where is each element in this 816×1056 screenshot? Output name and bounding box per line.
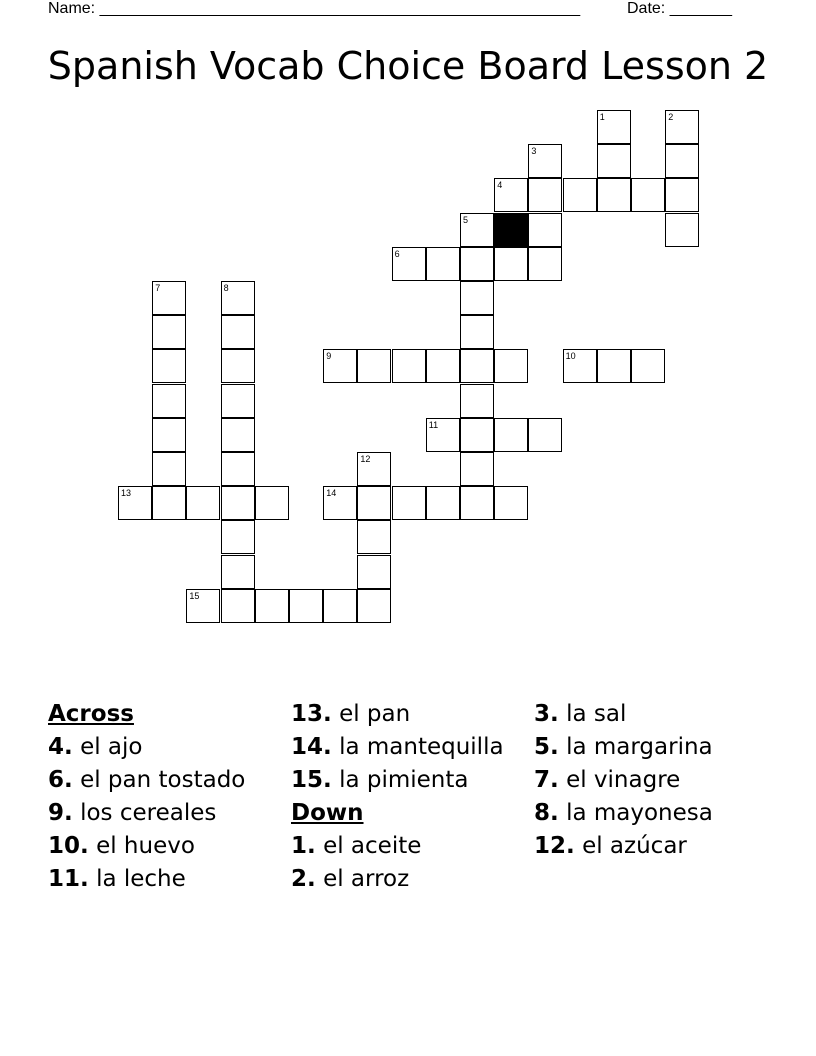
crossword-cell[interactable] [118,486,152,520]
clue-text: la margarina [566,734,713,760]
clue-column-1 [48,701,283,899]
name-field-line: Name: ______________________________________________________ [48,0,581,17]
crossword-cell[interactable] [255,486,289,520]
clue-text: la leche [96,866,186,892]
clue-number: 9 . [48,800,73,826]
clue-text: los cereales [80,800,217,826]
cell-clue-number: 10 [565,351,576,362]
crossword-cell[interactable] [597,178,631,212]
crossword-cell[interactable] [460,281,494,315]
crossword-cell[interactable] [289,589,323,623]
crossword-cell[interactable] [357,349,391,383]
crossword-cell[interactable] [528,418,562,452]
crossword-cell[interactable] [528,178,562,212]
crossword-cell[interactable] [152,281,186,315]
crossword-cell[interactable] [460,452,494,486]
cell-clue-number: 6 [394,248,400,259]
clue-number: 8 . [534,800,559,826]
crossword-cell[interactable] [357,486,391,520]
crossword-cell[interactable] [460,418,494,452]
down-heading: Down [291,800,364,826]
clue-down-2 [291,866,526,893]
clue-across-10 [48,833,283,860]
crossword-cell[interactable] [221,384,255,418]
crossword-cell[interactable] [152,486,186,520]
crossword-cell[interactable] [186,486,220,520]
clue-number: 12 . [534,833,575,859]
clue-number: 6 . [48,767,73,793]
clue-number: 14 . [291,734,332,760]
clue-text: la mayonesa [566,800,713,826]
cell-clue-number: 12 [360,454,371,464]
clue-down-1 [291,833,526,860]
crossword-cell[interactable] [357,520,391,554]
crossword-cell[interactable] [323,349,357,383]
crossword-cell[interactable] [631,349,665,383]
clue-across-15 [291,767,526,794]
crossword-cell[interactable] [597,110,631,144]
across-heading: Across [48,701,134,727]
crossword-cell[interactable] [665,213,699,247]
clue-text: el aceite [323,833,422,859]
crossword-cell[interactable] [494,486,528,520]
crossword-cell[interactable] [528,144,562,178]
crossword-cell[interactable] [597,144,631,178]
crossword-cell[interactable] [152,315,186,349]
crossword-cell[interactable] [460,247,494,281]
clue-number: 10 . [48,833,89,859]
crossword-cell[interactable] [494,178,528,212]
clue-down-3 [534,701,774,728]
crossword-cell[interactable] [460,349,494,383]
clue-number: 11 . [48,866,89,892]
crossword-cell[interactable] [597,349,631,383]
crossword-shaded-cell [494,213,528,247]
crossword-cell[interactable] [221,555,255,589]
crossword-cell[interactable] [631,178,665,212]
cell-clue-number: 4 [497,180,503,191]
crossword-cell[interactable] [460,315,494,349]
crossword-cell[interactable] [494,349,528,383]
crossword-cell[interactable] [357,589,391,623]
clue-down-7 [534,767,774,794]
cell-clue-number: 14 [326,488,337,499]
crossword-cell[interactable] [221,315,255,349]
cell-clue-number: 13 [121,488,132,499]
crossword-cell[interactable] [563,178,597,212]
clue-number: 4 . [48,734,73,760]
crossword-cell[interactable] [152,349,186,383]
clue-across-14 [291,734,526,761]
crossword-cell[interactable] [392,486,426,520]
crossword-cell[interactable] [392,247,426,281]
crossword-cell[interactable] [665,178,699,212]
clue-across-11 [48,866,283,893]
crossword-cell[interactable] [426,349,460,383]
crossword-cell[interactable] [357,555,391,589]
clue-text: la sal [566,701,627,727]
crossword-cell[interactable] [221,520,255,554]
clue-number: 3 . [534,701,559,727]
crossword-cell[interactable] [221,418,255,452]
crossword-cell[interactable] [494,418,528,452]
cell-clue-number: 3 [531,146,537,157]
clue-text: el arroz [323,866,410,892]
crossword-cell[interactable] [221,281,255,315]
clue-number: 13 . [291,701,332,727]
crossword-cell[interactable] [152,418,186,452]
crossword-cell[interactable] [255,589,289,623]
clue-text: el pan [339,701,411,727]
clue-text: el azúcar [582,833,687,859]
cell-clue-number: 7 [155,283,161,293]
cell-clue-number: 11 [428,419,439,430]
cell-clue-number: 9 [326,351,332,362]
crossword-cell[interactable] [665,144,699,178]
crossword-cell[interactable] [221,349,255,383]
crossword-cell[interactable] [528,213,562,247]
crossword-cell[interactable] [152,384,186,418]
crossword-cell[interactable] [460,384,494,418]
clue-across-9 [48,800,283,827]
crossword-cell[interactable] [186,589,220,623]
clue-text: el huevo [96,833,195,859]
crossword-cell[interactable] [426,418,460,452]
clue-down-5 [534,734,774,761]
crossword-cell[interactable] [221,452,255,486]
crossword-cell[interactable] [323,589,357,623]
clue-column-2 [291,701,526,899]
clue-text: el ajo [80,734,143,760]
crossword-cell[interactable] [494,247,528,281]
crossword-cell[interactable] [665,110,699,144]
clue-number: 5 . [534,734,559,760]
crossword-cell[interactable] [323,486,357,520]
crossword-cell[interactable] [460,213,494,247]
clue-number: 7 . [534,767,559,793]
cell-clue-number: 1 [599,112,605,122]
crossword-cell[interactable] [528,247,562,281]
cell-clue-number: 5 [463,214,469,225]
crossword-cell[interactable] [152,452,186,486]
clue-text: el pan tostado [80,767,246,793]
cell-clue-number: 2 [668,112,674,122]
cell-clue-number: 15 [189,590,200,601]
clue-number: 15 . [291,767,332,793]
clue-across-6 [48,767,283,794]
crossword-cell[interactable] [221,486,255,520]
clue-text: la pimienta [339,767,469,793]
crossword-cell[interactable] [426,486,460,520]
crossword-cell[interactable] [563,349,597,383]
clue-text: el vinagre [566,767,681,793]
clue-across-4 [48,734,283,761]
crossword-cell[interactable] [357,452,391,486]
page-title: Spanish Vocab Choice Board Lesson 2 [47,44,769,88]
crossword-cell[interactable] [460,486,494,520]
clue-text: la mantequilla [339,734,504,760]
crossword-cell[interactable] [426,247,460,281]
clue-column-3 [534,701,774,866]
clue-number: 2 . [291,866,316,892]
clue-across-13 [291,701,526,728]
clue-number: 1 . [291,833,316,859]
cell-clue-number: 8 [223,283,229,293]
clue-down-12 [534,833,774,860]
date-field-line: Date: _______ [627,0,732,17]
clue-down-8 [534,800,774,827]
crossword-cell[interactable] [221,589,255,623]
crossword-cell[interactable] [392,349,426,383]
